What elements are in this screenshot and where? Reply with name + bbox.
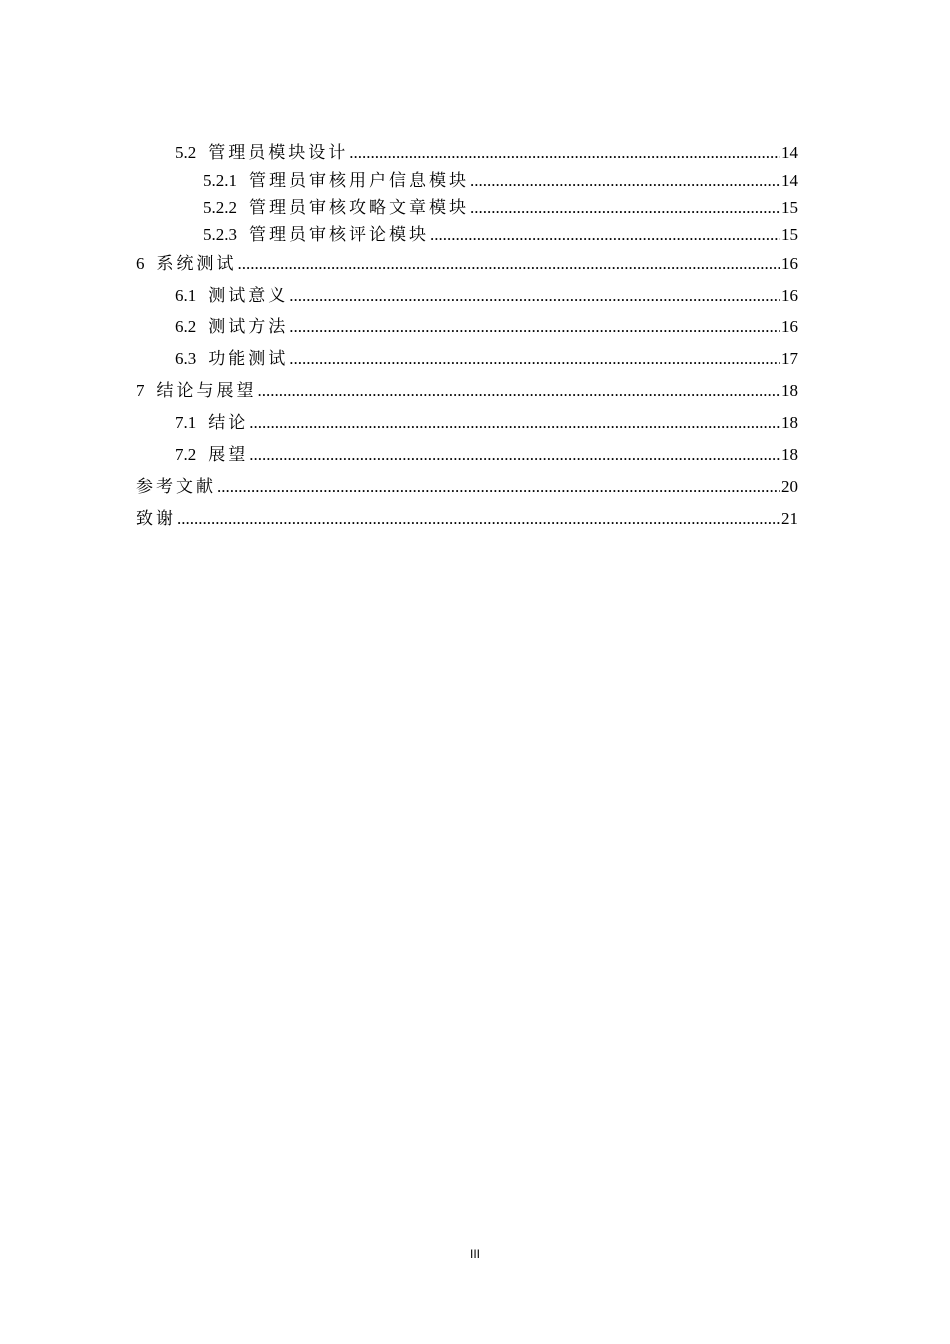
toc-entry-title: 管理员审核评论模块: [249, 225, 429, 244]
toc-entry-title: 测试意义: [208, 286, 289, 305]
toc-leader-dots: [249, 445, 780, 465]
toc-entry-page: 14: [781, 143, 798, 162]
toc-entry-5-2-3[interactable]: [203, 225, 798, 245]
toc-entry-number: 7.1: [175, 413, 197, 432]
toc-entry-page: 15: [781, 225, 798, 244]
toc-entry-title: 致谢: [136, 509, 176, 528]
toc-leader-dots: [470, 171, 780, 191]
toc-entry-page: 16: [781, 254, 798, 273]
toc-entry-7[interactable]: [136, 381, 798, 401]
toc-entry-5-2-1[interactable]: [203, 171, 798, 191]
toc-entry-7-1[interactable]: [175, 413, 798, 433]
toc-entry-page: 16: [781, 317, 798, 336]
toc-entry-6-1[interactable]: [175, 286, 798, 306]
toc-leader-dots: [289, 286, 780, 306]
toc-entry-title: 测试方法: [208, 317, 289, 336]
toc-leader-dots: [470, 198, 780, 218]
toc-entry-number: 6.1: [175, 286, 197, 305]
toc-entry-number: 5.2.1: [203, 171, 237, 190]
toc-entry-number: 5.2.3: [203, 225, 237, 244]
toc-entry-7-2[interactable]: [175, 445, 798, 465]
toc-entry-title: 管理员模块设计: [208, 143, 349, 162]
toc-entry-title: 管理员审核用户信息模块: [249, 171, 469, 190]
toc-entry-title: 功能测试: [208, 349, 289, 368]
toc-entry-page: 17: [781, 349, 798, 368]
toc-entry-6-3[interactable]: [175, 349, 798, 369]
toc-entry-number: 6.3: [175, 349, 197, 368]
toc-entry-page: 21: [781, 509, 798, 528]
toc-leader-dots: [258, 381, 781, 401]
toc-entry-number: 6.2: [175, 317, 197, 336]
toc-entry-page: 18: [781, 445, 798, 464]
toc-entry-page: 18: [781, 413, 798, 432]
toc-leader-dots: [238, 254, 781, 274]
toc-leader-dots: [349, 143, 780, 163]
toc-entry-page: 18: [781, 381, 798, 400]
page-number: III: [469, 1247, 480, 1261]
toc-entry-title: 参考文献: [136, 477, 216, 496]
toc-leader-dots: [249, 413, 780, 433]
toc-entry-title: 管理员审核攻略文章模块: [249, 198, 469, 217]
toc-entry-page: 15: [781, 198, 798, 217]
toc-entry-number: 6: [136, 254, 145, 273]
toc-entry-5-2[interactable]: [175, 143, 798, 163]
toc-entry-page: 20: [781, 477, 798, 496]
toc-entry-title: 系统测试: [156, 254, 237, 273]
toc-leader-dots: [289, 317, 780, 337]
toc-leader-dots: [217, 477, 780, 497]
toc-entry-6-2[interactable]: [175, 317, 798, 337]
toc-entry-5-2-2[interactable]: [203, 198, 798, 218]
toc-leader-dots: [289, 349, 780, 369]
toc-entry-page: 14: [781, 171, 798, 190]
page-footer: [0, 1247, 950, 1261]
toc-entry-title: 结论与展望: [156, 381, 257, 400]
toc-entry-acknowledgements[interactable]: [136, 509, 798, 529]
toc-entry-title: 展望: [208, 445, 249, 464]
toc-leader-dots: [177, 509, 780, 529]
toc-entry-number: 7: [136, 381, 145, 400]
toc-entry-number: 7.2: [175, 445, 197, 464]
toc-entry-references[interactable]: [136, 477, 798, 497]
toc-entry-number: 5.2.2: [203, 198, 237, 217]
toc-entry-number: 5.2: [175, 143, 197, 162]
toc-entry-page: 16: [781, 286, 798, 305]
toc-entry-6[interactable]: [136, 254, 798, 274]
toc-entry-title: 结论: [208, 413, 249, 432]
toc-leader-dots: [430, 225, 780, 245]
